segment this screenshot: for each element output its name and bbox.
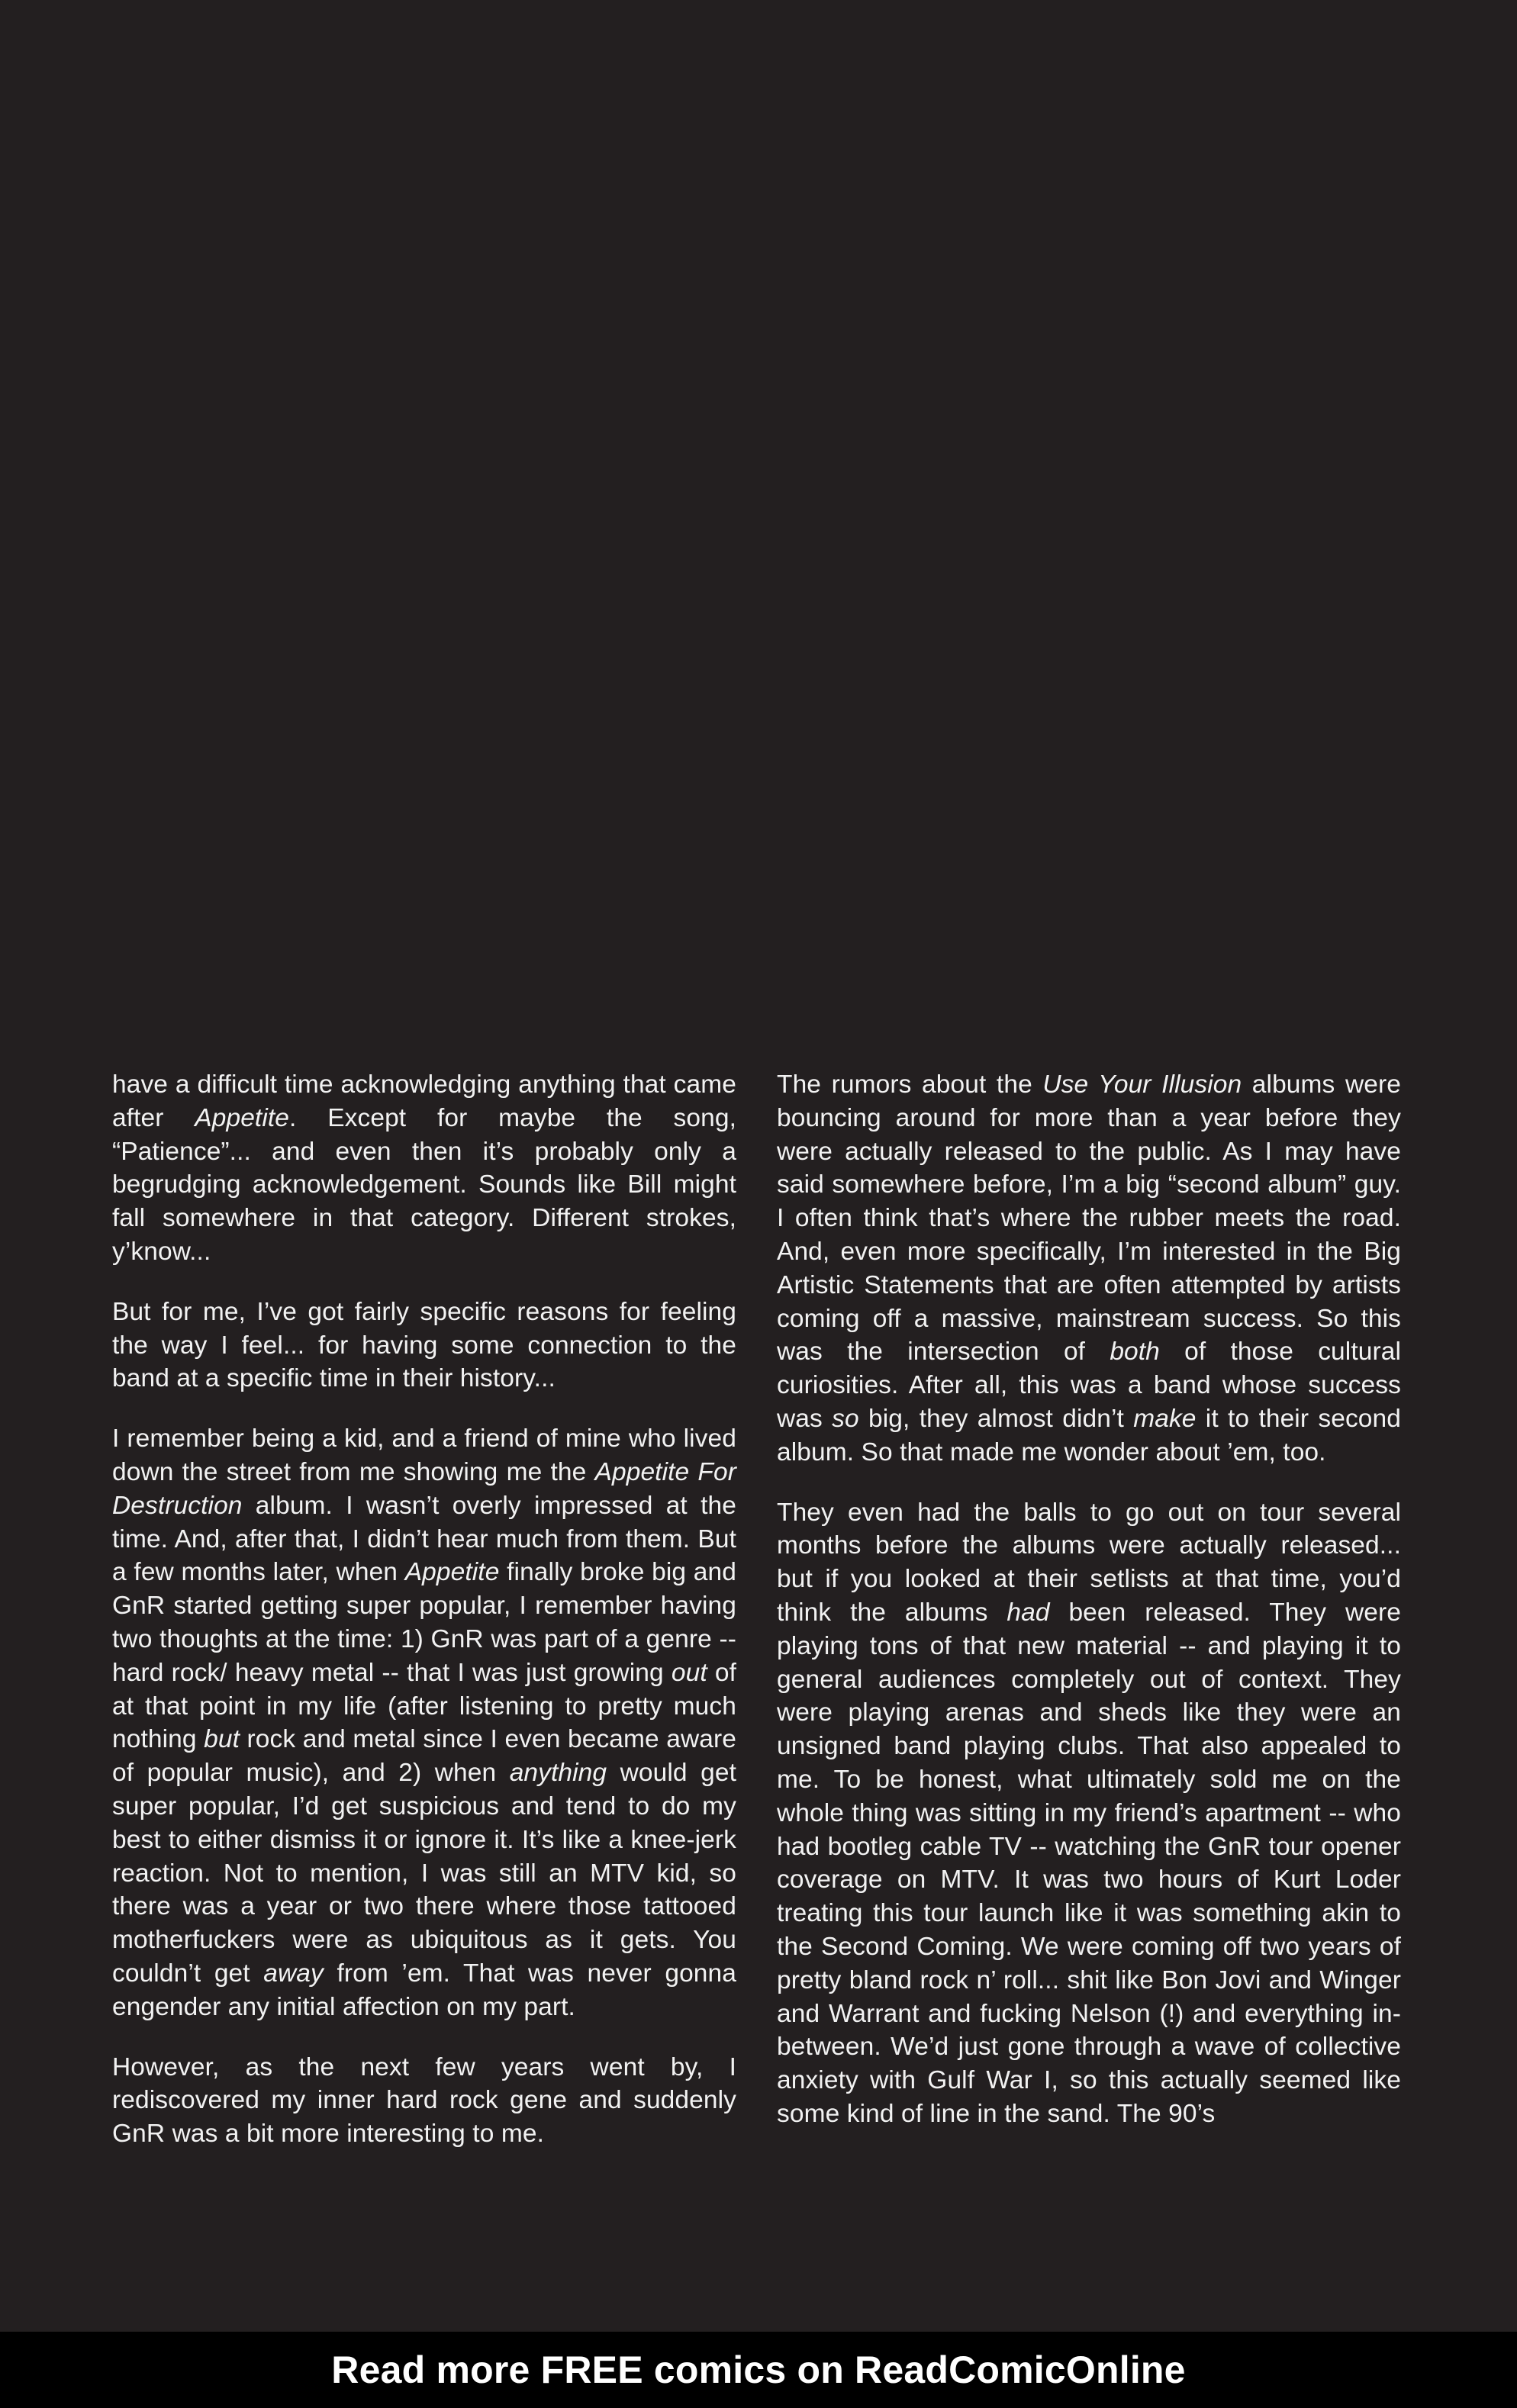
emphasis-text: so bbox=[832, 1404, 859, 1433]
paragraph: However, as the next few years went by, I rediscovered my inner hard rock gene and suddenly GnR was a bit more interesting to me. bbox=[112, 2052, 736, 2149]
emphasis-text: but bbox=[204, 1725, 240, 1754]
read-more-link[interactable]: Read more FREE comics on ReadComicOnline bbox=[331, 2348, 1186, 2391]
paragraph: They even had the balls to go out on tour several months before the albums were actually released... but if you looked at their setlists at that time, you’d think the albums had been released. They were playing tons of that new material -- and playing it to general audiences completely out of context. They were playing arenas and sheds like they were an unsigned band playing clubs. That also appealed to me. To be honest, what ultimately sold me on the whole thing was sitting in my friend’s apartment -- who had bootleg cable TV -- watching the GnR tour opener coverage on MTV. It was two hours of Kurt Loder treating this tour launch like it was something akin to the Second Coming. We were coming off two years of pretty bland rock n’ roll... shit like Bon Jovi and Winger and Warrant and fucking Nelson (!) and everything in-between. We’d just gone through a wave of collective anxiety with Gulf War I, so this actually seemed like some kind of line in the sand. The 90’s bbox=[777, 1498, 1401, 2128]
paragraph: But for me, I’ve got fairly specific reasons for feeling the way I feel... for having some connection to the band at a specific time in their history... bbox=[112, 1297, 736, 1393]
emphasis-text: out bbox=[671, 1658, 707, 1687]
paragraph: have a difficult time acknowledging anything that came after Appetite. Except for maybe the song, “Patience”... and even then it’s probably only a begrudging acknowledgement. Sounds like Bill might fall somewhere in that category. Different strokes, y’know... bbox=[112, 1070, 736, 1266]
paragraph: The rumors about the Use Your Illusion albums were bouncing around for more than a year before they were actually released to the public. As I may have said somewhere before, I’m a big “second album” guy. I often think that’s where the rubber meets the road. And, even more specifically, I’m interested in the Big Artistic Statements that are often attempted by artists coming off a massive, mainstream success. So this was the intersection of both of those cultural curiosities. After all, this was a band whose success was so big, they almost didn’t make it to their second album. So that made me wonder about ’em, too. bbox=[777, 1070, 1402, 1466]
left-text-column bbox=[112, 1068, 736, 2151]
emphasis-text: had bbox=[1007, 1598, 1050, 1627]
emphasis-text: anything bbox=[509, 1759, 607, 1788]
emphasis-text: Appetite For Destruction bbox=[112, 1457, 736, 1520]
emphasis-text: Use Your Illusion bbox=[1042, 1070, 1242, 1099]
emphasis-text: Appetite bbox=[404, 1558, 500, 1587]
right-text-column bbox=[777, 1068, 1401, 2131]
footer-banner bbox=[0, 2332, 1517, 2408]
emphasis-text: away bbox=[263, 1959, 324, 1988]
emphasis-text: both bbox=[1110, 1338, 1160, 1367]
paragraph: I remember being a kid, and a friend of mine who lived down the street from me showing me the Appetite For Destruction album. I wasn’t overly impressed at the time. And, after that, I didn’t hear much from them. But a few months later, when Appetite finally broke big and GnR started getting super popular, I remember having two thoughts at the time: 1) GnR was part of a genre -- hard rock/ heavy metal -- that I was just growing out of at that point in my life (after listening to pretty much nothing but rock and metal since I even became aware of popular music), and 2) when anything would get super popular, I’d get suspicious and tend to do my best to either dismiss it or ignore it. It’s like a knee-jerk reaction. Not to mention, I was still an MTV kid, so there was a year or two there where those tattooed motherfuckers were as ubiquitous as it gets. You couldn’t get away from ’em. That was never gonna engender any initial affection on my part. bbox=[112, 1425, 737, 2021]
emphasis-text: Appetite bbox=[195, 1103, 290, 1132]
emphasis-text: make bbox=[1133, 1404, 1197, 1433]
